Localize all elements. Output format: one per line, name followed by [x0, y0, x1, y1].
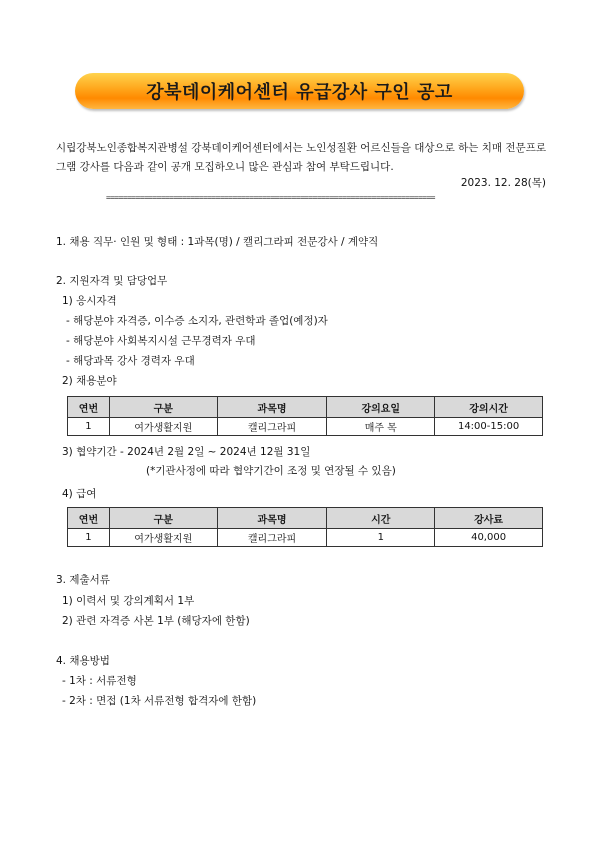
- qualification-item: - 해당과목 강사 경력자 우대: [66, 355, 195, 367]
- section-2-heading: 2. 지원자격 및 담당업무: [56, 275, 168, 287]
- section-3-heading: 3. 제출서류: [56, 574, 110, 586]
- table-row: [68, 529, 543, 547]
- cell-category: 여가생활지원: [109, 529, 217, 547]
- field-table: [67, 396, 543, 436]
- cell-day: 매주 목: [327, 418, 435, 436]
- header-category: 구분: [109, 397, 217, 418]
- method-item: - 2차 : 면접 (1차 서류전형 합격자에 한함): [62, 695, 257, 707]
- title-banner: [75, 73, 524, 109]
- cell-subject: 캘리그라피: [217, 418, 327, 436]
- header-hours: 시간: [327, 508, 435, 529]
- cell-fee: 40,000: [435, 529, 543, 547]
- header-no: 연번: [68, 508, 110, 529]
- header-subject: 과목명: [217, 397, 327, 418]
- header-subject: 과목명: [217, 508, 327, 529]
- section-1-job: 1. 채용 직무· 인원 및 형태 : 1과목(명) / 캘리그라피 전문강사 / 계약직: [56, 236, 379, 248]
- salary-heading: 4) 급여: [62, 488, 97, 500]
- qualification-item: - 해당분야 사회복지시설 근무경력자 우대: [66, 335, 256, 347]
- contract-note: (*기관사정에 따라 협약기간이 조정 및 연장될 수 있음): [146, 465, 396, 477]
- cell-no: 1: [68, 529, 110, 547]
- cell-category: 여가생활지원: [109, 418, 217, 436]
- section-4-heading: 4. 채용방법: [56, 655, 110, 667]
- qualification-heading: 1) 응시자격: [62, 295, 117, 307]
- cell-time: 14:00-15:00: [435, 418, 543, 436]
- method-item: - 1차 : 서류전형: [62, 675, 137, 687]
- page-title: 강북데이케어센터 유급강사 구인 공고: [146, 82, 453, 103]
- header-time: 강의시간: [435, 397, 543, 418]
- header-category: 구분: [109, 508, 217, 529]
- document-item: 1) 이력서 및 강의계획서 1부: [62, 595, 195, 607]
- contract-period: 3) 협약기간 - 2024년 2월 2일 ~ 2024년 12월 31일: [62, 446, 311, 458]
- salary-table: [67, 507, 543, 547]
- cell-hours: 1: [327, 529, 435, 547]
- header-day: 강의요일: [327, 397, 435, 418]
- header-fee: 강사료: [435, 508, 543, 529]
- notice-date: 2023. 12. 28(목): [460, 177, 546, 189]
- cell-no: 1: [68, 418, 110, 436]
- field-heading: 2) 채용분야: [62, 375, 117, 387]
- qualification-item: - 해당분야 자격증, 이수증 소지자, 관련학과 졸업(예정)자: [66, 315, 328, 327]
- table-row: [68, 418, 543, 436]
- table-header-row: [68, 508, 543, 529]
- divider-rule: ==============================================================================: [106, 193, 435, 202]
- cell-subject: 캘리그라피: [217, 529, 327, 547]
- document-item: 2) 관련 자격증 사본 1부 (해당자에 한함): [62, 615, 250, 627]
- header-no: 연번: [68, 397, 110, 418]
- intro-paragraph: 시립강북노인종합복지관병설 강북데이케어센터에서는 노인성질환 어르신들을 대상으로 하는 치매 전문프로그램 강사를 다음과 같이 공개 모집하오니 많은 관심과 참여 부탁드립니다.: [56, 142, 546, 173]
- table-header-row: [68, 397, 543, 418]
